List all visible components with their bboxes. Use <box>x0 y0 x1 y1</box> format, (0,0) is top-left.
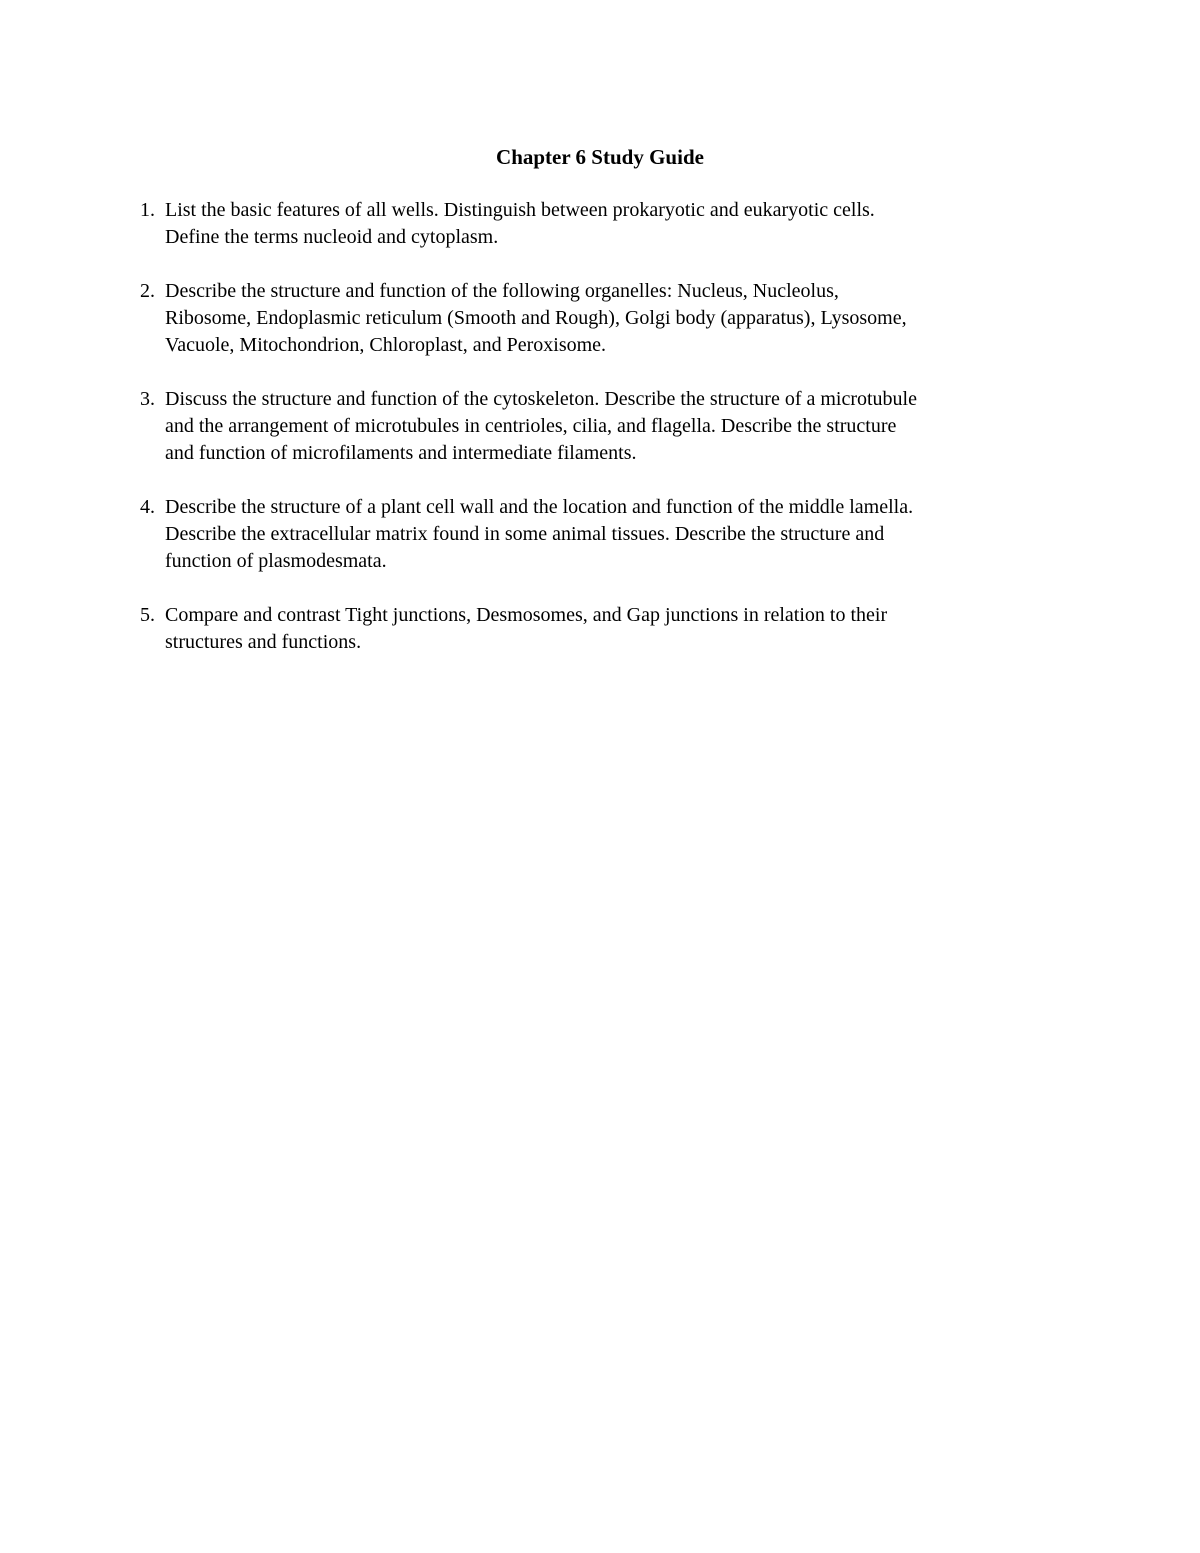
question-line: and the arrangement of microtubules in centrioles, cilia, and flagella. Describe the structure <box>165 415 897 437</box>
question-number: 1. <box>140 199 155 221</box>
page-title: Chapter 6 Study Guide <box>496 145 704 169</box>
question-line: Define the terms nucleoid and cytoplasm. <box>165 226 499 248</box>
question-text <box>165 386 1100 467</box>
question-line: Compare and contrast Tight junctions, Desmosomes, and Gap junctions in relation to their <box>165 604 888 626</box>
question-text <box>165 602 1100 656</box>
question-line: structures and functions. <box>165 631 362 653</box>
question-line: List the basic features of all wells. Distinguish between prokaryotic and eukaryotic cells. <box>165 199 875 221</box>
question-text <box>165 278 1100 359</box>
question-item-2 <box>140 278 1100 359</box>
question-number: 3. <box>140 388 155 410</box>
question-item-4 <box>140 494 1100 575</box>
question-text <box>165 197 1100 251</box>
question-line: function of plasmodesmata. <box>165 550 387 572</box>
question-line: Describe the extracellular matrix found in some animal tissues. Describe the structure and <box>165 523 885 545</box>
question-line: and function of microfilaments and intermediate filaments. <box>165 442 637 464</box>
question-line: Ribosome, Endoplasmic reticulum (Smooth and Rough), Golgi body (apparatus), Lysosome, <box>165 307 907 329</box>
question-number: 4. <box>140 496 155 518</box>
question-item-1 <box>140 197 1100 251</box>
question-item-3 <box>140 386 1100 467</box>
question-line: Describe the structure of a plant cell wall and the location and function of the middle lamella. <box>165 496 914 518</box>
question-item-5 <box>140 602 1100 656</box>
question-line: Describe the structure and function of the following organelles: Nucleus, Nucleolus, <box>165 280 839 302</box>
question-list <box>140 197 1100 683</box>
question-line: Discuss the structure and function of the cytoskeleton. Describe the structure of a microtubule <box>165 388 917 410</box>
question-text <box>165 494 1100 575</box>
question-number: 5. <box>140 604 155 626</box>
question-line: Vacuole, Mitochondrion, Chloroplast, and Peroxisome. <box>165 334 607 356</box>
question-number: 2. <box>140 280 155 302</box>
